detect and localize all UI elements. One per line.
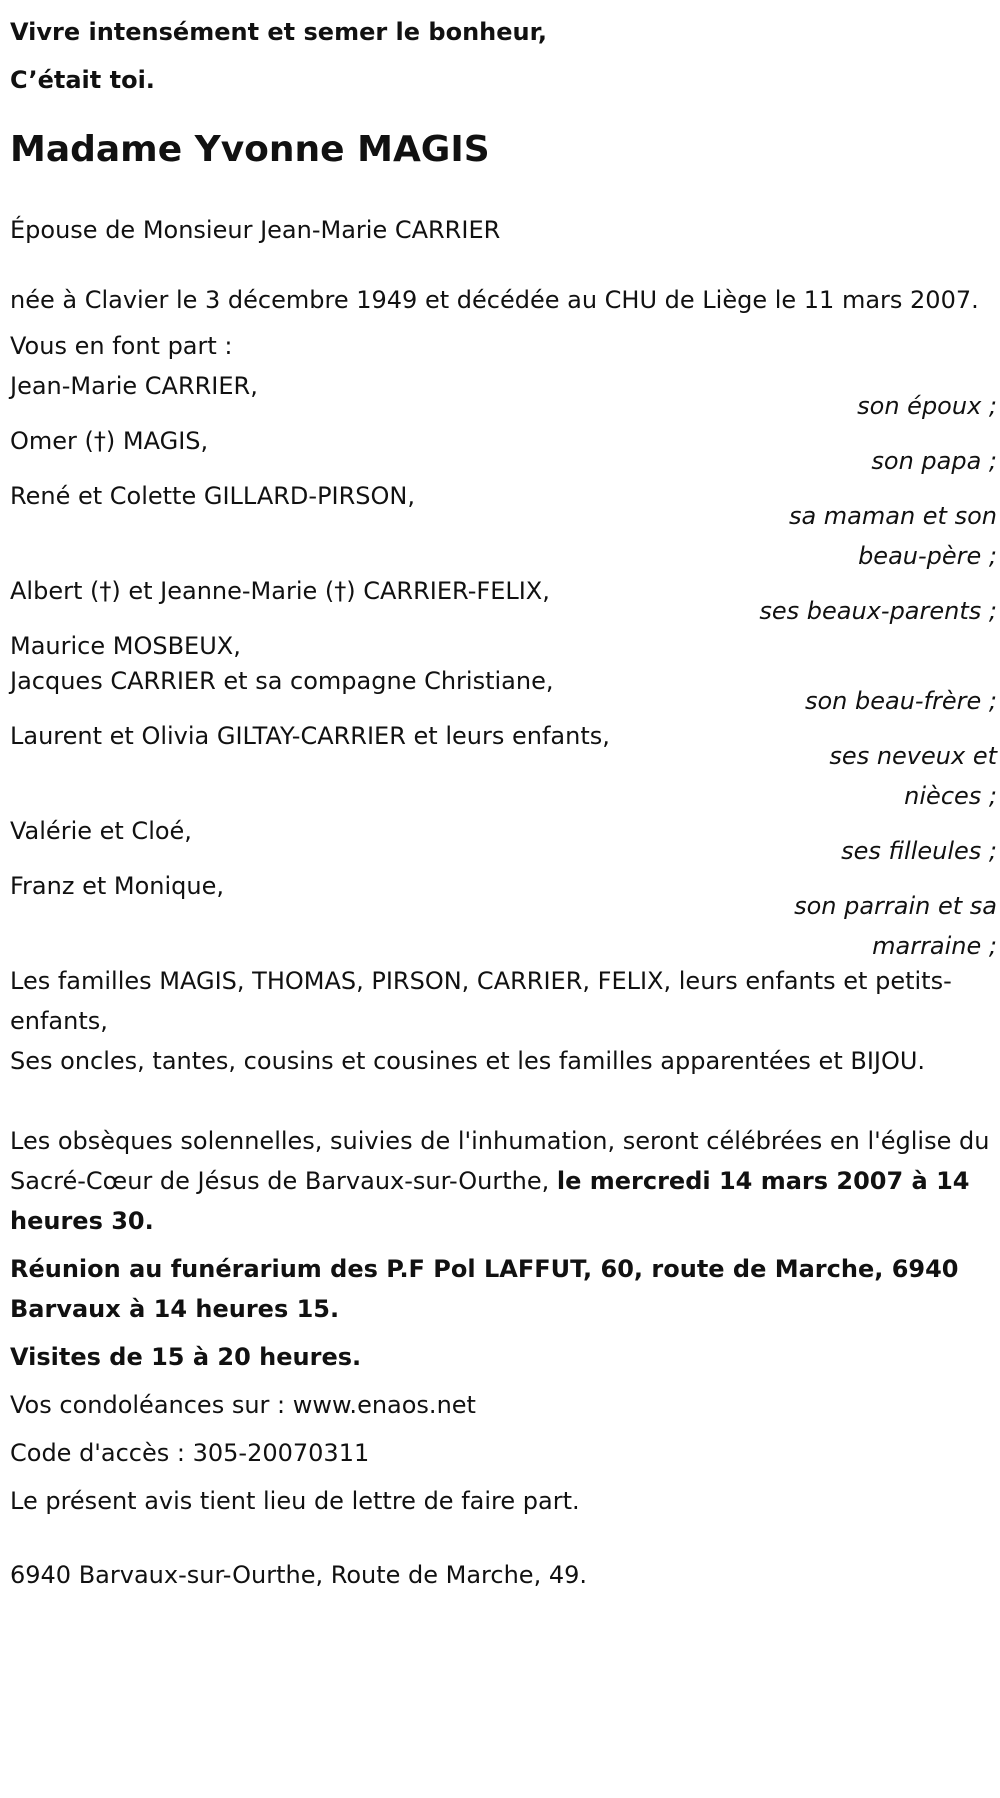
family-member-name: Laurent et Olivia GILTAY-CARRIER et leurs enfants, (10, 722, 610, 750)
access-code-line: Code d'accès : 305-20070311 (10, 1439, 370, 1467)
closing-families (10, 961, 995, 1081)
family-member-relation: sa maman et son beau-père ; (788, 502, 997, 570)
family-member (10, 716, 995, 816)
family-member (10, 626, 995, 666)
family-member (10, 366, 995, 426)
family-member-relation: son parrain et sa marraine ; (794, 892, 997, 960)
spouse-line: Épouse de Monsieur Jean-Marie CARRIER (10, 216, 501, 244)
visiting-hours: Visites de 15 à 20 heures. (10, 1343, 362, 1371)
notice-line: Le présent avis tient lieu de lettre de faire part. (10, 1487, 580, 1515)
family-member-name: Maurice MOSBEUX, (10, 632, 241, 660)
family-member-relation: ses beaux-parents ; (759, 597, 997, 625)
family-member-relation: ses filleules ; (841, 837, 997, 865)
family-member-relation: ses neveux et nièces ; (829, 742, 997, 810)
family-member-name: Jacques CARRIER et sa compagne Christiane, (10, 667, 554, 695)
family-member-name: René et Colette GILLARD-PIRSON, (10, 482, 415, 510)
closing-relatives-text: Ses oncles, tantes, cousins et cousines et les familles apparentées et BIJOU. (10, 1047, 926, 1075)
family-member (10, 476, 995, 576)
closing-families-text: Les familles MAGIS, THOMAS, PIRSON, CARRIER, FELIX, leurs enfants et petits-enfants, (10, 967, 952, 1035)
epitaph-line-1: Vivre intensément et semer le bonheur, (10, 18, 548, 46)
address-line: 6940 Barvaux-sur-Ourthe, Route de Marche, 49. (10, 1561, 587, 1589)
family-member-name: Jean-Marie CARRIER, (10, 372, 258, 400)
family-member (10, 571, 995, 631)
family-member-relation: son beau-frère ; (804, 687, 997, 715)
announcement-intro: Vous en font part : (10, 332, 233, 360)
birth-death-line: née à Clavier le 3 décembre 1949 et décédée au CHU de Liège le 11 mars 2007. (10, 286, 979, 314)
family-member-name: Albert (†) et Jeanne-Marie (†) CARRIER-FELIX, (10, 577, 550, 605)
family-member-relation: son époux ; (857, 392, 997, 420)
family-member-name: Omer (†) MAGIS, (10, 427, 209, 455)
family-member-name: Valérie et Cloé, (10, 817, 192, 845)
funerarium-meeting: Réunion au funérarium des P.F Pol LAFFUT, 60, route de Marche, 6940 Barvaux à 14 heures 15. (10, 1255, 959, 1323)
deceased-name: Madame Yvonne MAGIS (10, 129, 490, 170)
condolences-line: Vos condoléances sur : www.enaos.net (10, 1391, 476, 1419)
family-member (10, 811, 995, 871)
family-member (10, 661, 995, 721)
epitaph (10, 0, 1000, 104)
family-member-name: Franz et Monique, (10, 872, 224, 900)
family-member-relation: son papa ; (871, 447, 997, 475)
funeral-details (10, 1121, 995, 1241)
family-list (10, 366, 995, 966)
family-member (10, 866, 995, 966)
family-member (10, 421, 995, 481)
epitaph-line-2: C’était toi. (10, 66, 155, 94)
funeral-date: le mercredi 14 mars 2007 à 14 heures 30. (10, 1167, 970, 1235)
funeral-text: Les obsèques solennelles, suivies de l'inhumation, seront célébrées en l'église du Sacré-Cœur de Jésus de Barvaux-sur-Ourthe, (10, 1127, 990, 1195)
